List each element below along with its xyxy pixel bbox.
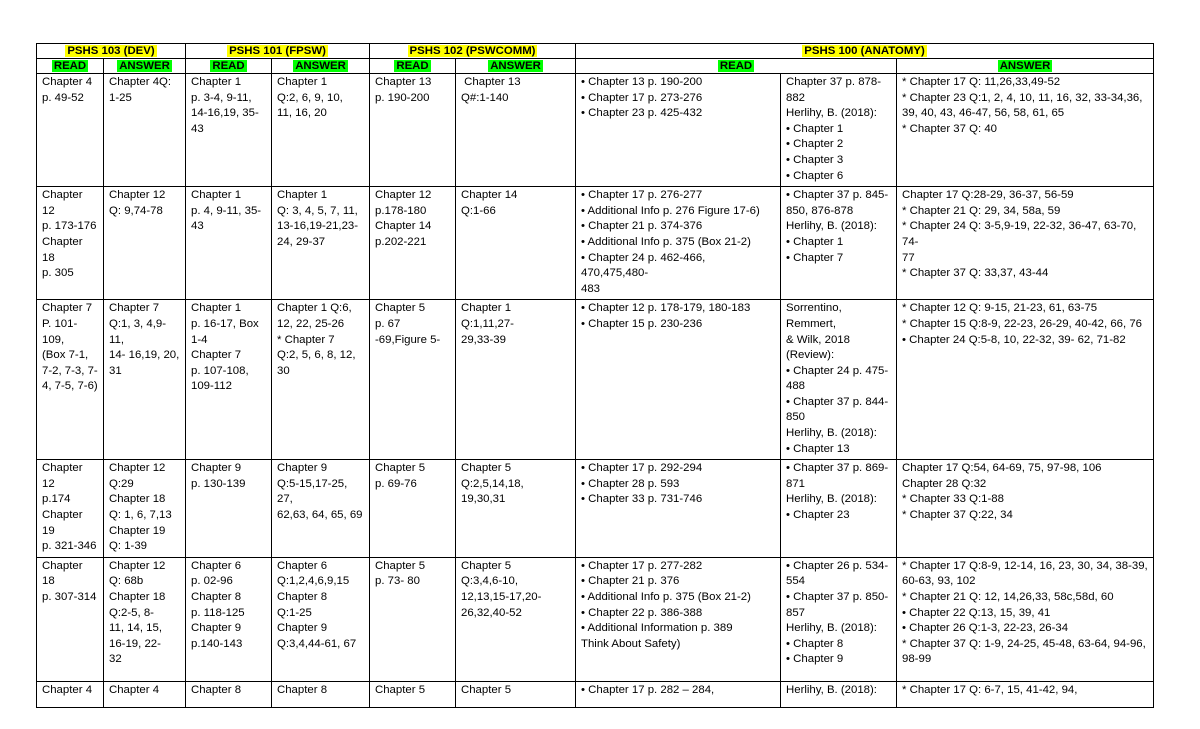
cell-dev-answer [104,300,186,460]
cell-pswcomm-answer [456,300,576,460]
course-title: PSHS 103 (DEV) [67,45,155,57]
cell-text: Sorrentino, Remmert, & Wilk, 2018 (Review): • Chapter 24 p. 475- 488 • Chapter 37 p. 844- 850 Herlihy, B. (2018): • Chapter 13 [786,302,889,455]
subheader-cell [186,59,272,74]
cell-anatomy-read-extra [781,300,897,460]
cell-pswcomm-read [370,187,456,300]
cell-anatomy-read-main [576,460,781,558]
cell-text: • Chapter 37 p. 869- 871 Herlihy, B. (2018): • Chapter 23 [786,462,889,522]
course-header [370,44,576,59]
cell-text: * Chapter 17 Q: 11,26,33,49-52 * Chapter 23 Q:1, 2, 4, 10, 11, 16, 32, 33-34,36, 39, 40, 43, 46-47, 56, 58, 61, 65 * Chapter 37 Q: 40 [902,76,1143,135]
table-row [37,74,1154,187]
table-row [37,681,1154,707]
cell-text: * Chapter 17 Q: 6-7, 15, 41-42, 94, [902,683,1078,696]
cell-text: Chapter 12 Q: 9,74-78 [109,189,166,217]
subheader-answer: ANSWER [999,60,1051,72]
cell-pswcomm-read [370,460,456,558]
cell-anatomy-read-extra [781,557,897,681]
cell-anatomy-answer [897,300,1154,460]
subheader-cell [576,59,897,74]
cell-text: Chapter 1 Q: 3, 4, 5, 7, 11, 13-16,19-21,23- 24, 29-37 [277,189,359,248]
cell-anatomy-read-extra [781,187,897,300]
cell-fpsw-answer [272,300,370,460]
subheader-cell [456,59,576,74]
cell-text: Chapter 12 p. 173-176 Chapter 18 p. 305 [42,189,97,280]
course-header [37,44,186,59]
cell-text: Chapter 4 p. 49-52 [42,76,93,104]
subheader-read: READ [212,60,245,72]
study-guide-table [36,43,1154,708]
cell-text: Chapter 13 Q#:1-140 [461,76,521,104]
cell-text: Chapter 5 Q:3,4,6-10, 12,13,15-17,20- 26,32,40-52 [461,559,542,619]
cell-fpsw-answer [272,460,370,558]
subheader-cell [897,59,1154,74]
course-header [576,44,1154,59]
cell-anatomy-read-main [576,300,781,460]
cell-text: Chapter 9 p. 130-139 [191,462,246,490]
cell-text: * Chapter 17 Q:8-9, 12-14, 16, 23, 30, 34, 38-39, 60-63, 93, 102 * Chapter 21 Q: 12, 14,26,33, 58c,58d, 60 • Chapter 22 Q:13, 15, 39, 41 • Chapter 26 Q:1-3, 22-23, 26-34 * Chapter 37 Q: 1-9, 24-25, 45-48, 63-64, 94-96, 98-99 [902,559,1148,666]
cell-text: Chapter 7 Q:1, 3, 4,9-11, 14- 16,19, 20, 31 [109,302,180,377]
cell-text: Chapter 1 p. 3-4, 9-11, 14-16,19, 35- 43 [191,76,259,135]
cell-text: Chapter 6 Q:1,2,4,6,9,15 Chapter 8 Q:1-25 Chapter 9 Q:3,4,44-61, 67 [277,559,357,650]
cell-text: Chapter 7 P. 101-109, (Box 7-1, 7-2, 7-3, 7- 4, 7-5, 7-6) [42,302,98,393]
cell-dev-read [37,557,104,681]
cell-anatomy-read-extra [781,681,897,707]
subheader-read: READ [396,60,429,72]
cell-text: Chapter 1 p. 16-17, Box 1-4 Chapter 7 p. 107-108, 109-112 [191,302,259,393]
cell-text: • Chapter 37 p. 845- 850, 876-878 Herlihy, B. (2018): • Chapter 1 • Chapter 7 [786,189,889,264]
cell-pswcomm-answer [456,74,576,187]
subheader-cell [272,59,370,74]
table-row [37,557,1154,681]
cell-anatomy-read-main [576,187,781,300]
cell-pswcomm-answer [456,460,576,558]
cell-fpsw-read [186,74,272,187]
cell-text: Chapter 4 [42,683,93,696]
cell-anatomy-read-extra [781,460,897,558]
cell-text: Chapter 12 Q:29 Chapter 18 Q: 1, 6, 7,13 Chapter 19 Q: 1-39 [109,462,172,553]
cell-text: * Chapter 12 Q: 9-15, 21-23, 61, 63-75 * Chapter 15 Q:8-9, 22-23, 26-29, 40-42, 66, 76 • Chapter 24 Q:5-8, 10, 22-32, 39- 62, 71-82 [902,302,1143,346]
table-row [37,187,1154,300]
cell-anatomy-answer [897,681,1154,707]
cell-text: Chapter 17 Q:54, 64-69, 75, 97-98, 106 Chapter 28 Q:32 * Chapter 33 Q:1-88 * Chapter 37 Q:22, 34 [902,462,1102,522]
cell-text: • Chapter 12 p. 178-179, 180-183 • Chapter 15 p. 230-236 [581,302,751,330]
cell-fpsw-read [186,187,272,300]
cell-fpsw-read [186,300,272,460]
cell-text: Chapter 17 Q:28-29, 36-37, 56-59 * Chapter 21 Q: 29, 34, 58a, 59 * Chapter 24 Q: 3-5,9-19, 22-32, 36-47, 63-70, 74- 77 * Chapter 37 Q: 33,37, 43-44 [902,189,1137,280]
subheader-row [37,59,1154,74]
subheader-answer: ANSWER [295,60,346,72]
subheader-cell [104,59,186,74]
cell-anatomy-answer [897,74,1154,187]
cell-pswcomm-read [370,74,456,187]
cell-text: Herlihy, B. (2018): [786,683,877,696]
course-title: PSHS 102 (PSWCOMM) [409,45,536,57]
cell-anatomy-read-extra [781,74,897,187]
cell-pswcomm-answer [456,681,576,707]
cell-dev-read [37,300,104,460]
subheader-cell [370,59,456,74]
subheader-answer: ANSWER [490,60,541,72]
cell-text: • Chapter 13 p. 190-200 • Chapter 17 p. 273-276 • Chapter 23 p. 425-432 [581,76,703,120]
cell-fpsw-answer [272,681,370,707]
cell-pswcomm-read [370,557,456,681]
cell-fpsw-answer [272,557,370,681]
cell-text: • Chapter 17 p. 292-294 • Chapter 28 p. 593 • Chapter 33 p. 731-746 [581,462,703,506]
cell-dev-answer [104,460,186,558]
subheader-cell [37,59,104,74]
cell-text: Chapter 12 Q: 68b Chapter 18 Q:2-5, 8- 11, 14, 15, 16-19, 22- 32 [109,559,166,666]
cell-anatomy-read-main [576,74,781,187]
cell-text: Chapter 5 p. 67 -69,Figure 5- [375,302,441,346]
cell-text: • Chapter 17 p. 276-277 • Additional Info p. 276 Figure 17-6) • Chapter 21 p. 374-376 • Additional Info p. 375 (Box 21-2) • Chapter 24 p. 462-466, 470,475,480- 483 [581,189,760,295]
course-header-row [37,44,1154,59]
cell-text: Chapter 1 Q:1,11,27- 29,33-39 [461,302,514,346]
cell-text: Chapter 12 p.174 Chapter 19 p. 321-346 [42,462,97,553]
cell-text: Chapter 5 [375,683,426,696]
cell-anatomy-answer [897,187,1154,300]
cell-text: Chapter 37 p. 878- 882 Herlihy, B. (2018): • Chapter 1 • Chapter 2 • Chapter 3 • Chapter 6 [786,76,882,182]
cell-text: Chapter 5 p. 73- 80 [375,559,426,588]
subheader-read: READ [719,60,753,72]
cell-text: Chapter 13 p. 190-200 [375,76,432,104]
subheader-read: READ [53,60,87,72]
cell-fpsw-read [186,460,272,558]
cell-dev-answer [104,74,186,187]
cell-text: Chapter 8 [191,683,242,696]
cell-text: Chapter 5 Q:2,5,14,18, 19,30,31 [461,462,524,506]
cell-text: • Chapter 26 p. 534- 554 • Chapter 37 p. 850- 857 Herlihy, B. (2018): • Chapter 8 • Chapter 9 [786,559,889,666]
course-header [186,44,370,59]
cell-text: Chapter 8 [277,683,328,696]
cell-dev-read [37,187,104,300]
cell-text: Chapter 5 p. 69-76 [375,462,426,490]
cell-text: Chapter 5 [461,683,512,696]
cell-dev-read [37,681,104,707]
cell-text: • Chapter 17 p. 282 – 284, [581,683,715,696]
cell-text: Chapter 1 Q:2, 6, 9, 10, 11, 16, 20 [277,76,343,120]
cell-dev-answer [104,187,186,300]
cell-dev-answer [104,557,186,681]
cell-dev-answer [104,681,186,707]
cell-fpsw-answer [272,187,370,300]
course-title: PSHS 101 (FPSW) [229,45,326,57]
cell-text: Chapter 9 Q:5-15,17-25, 27, 62,63, 64, 65, 69 [277,462,363,522]
cell-fpsw-read [186,557,272,681]
cell-pswcomm-read [370,300,456,460]
cell-text: Chapter 6 p. 02-96 Chapter 8 p. 118-125 Chapter 9 p.140-143 [191,559,245,650]
cell-anatomy-answer [897,557,1154,681]
table-row [37,460,1154,558]
cell-anatomy-answer [897,460,1154,558]
cell-text: Chapter 1 p. 4, 9-11, 35- 43 [191,189,262,233]
table-body [37,74,1154,708]
cell-anatomy-read-main [576,681,781,707]
course-title: PSHS 100 (ANATOMY) [804,45,925,57]
cell-text: Chapter 4 [109,683,160,696]
subheader-answer: ANSWER [119,60,170,72]
cell-text: Chapter 14 Q:1-66 [461,189,518,217]
table-row [37,300,1154,460]
cell-dev-read [37,74,104,187]
cell-anatomy-read-main [576,557,781,681]
cell-fpsw-answer [272,74,370,187]
cell-text: Chapter 12 p.178-180 Chapter 14 p.202-221 [375,189,432,248]
cell-pswcomm-answer [456,557,576,681]
cell-pswcomm-answer [456,187,576,300]
cell-text: Chapter 1 Q:6, 12, 22, 25-26 * Chapter 7 Q:2, 5, 6, 8, 12, 30 [277,302,356,377]
cell-pswcomm-read [370,681,456,707]
cell-fpsw-read [186,681,272,707]
cell-text: Chapter 4Q: 1-25 [109,76,172,104]
cell-text: • Chapter 17 p. 277-282 • Chapter 21 p. 376 • Additional Info p. 375 (Box 21-2) • Chapter 22 p. 386-388 • Additional Information p. 389 Think About Safety) [581,559,751,650]
cell-text: Chapter 18 p. 307-314 [42,559,97,603]
cell-dev-read [37,460,104,558]
